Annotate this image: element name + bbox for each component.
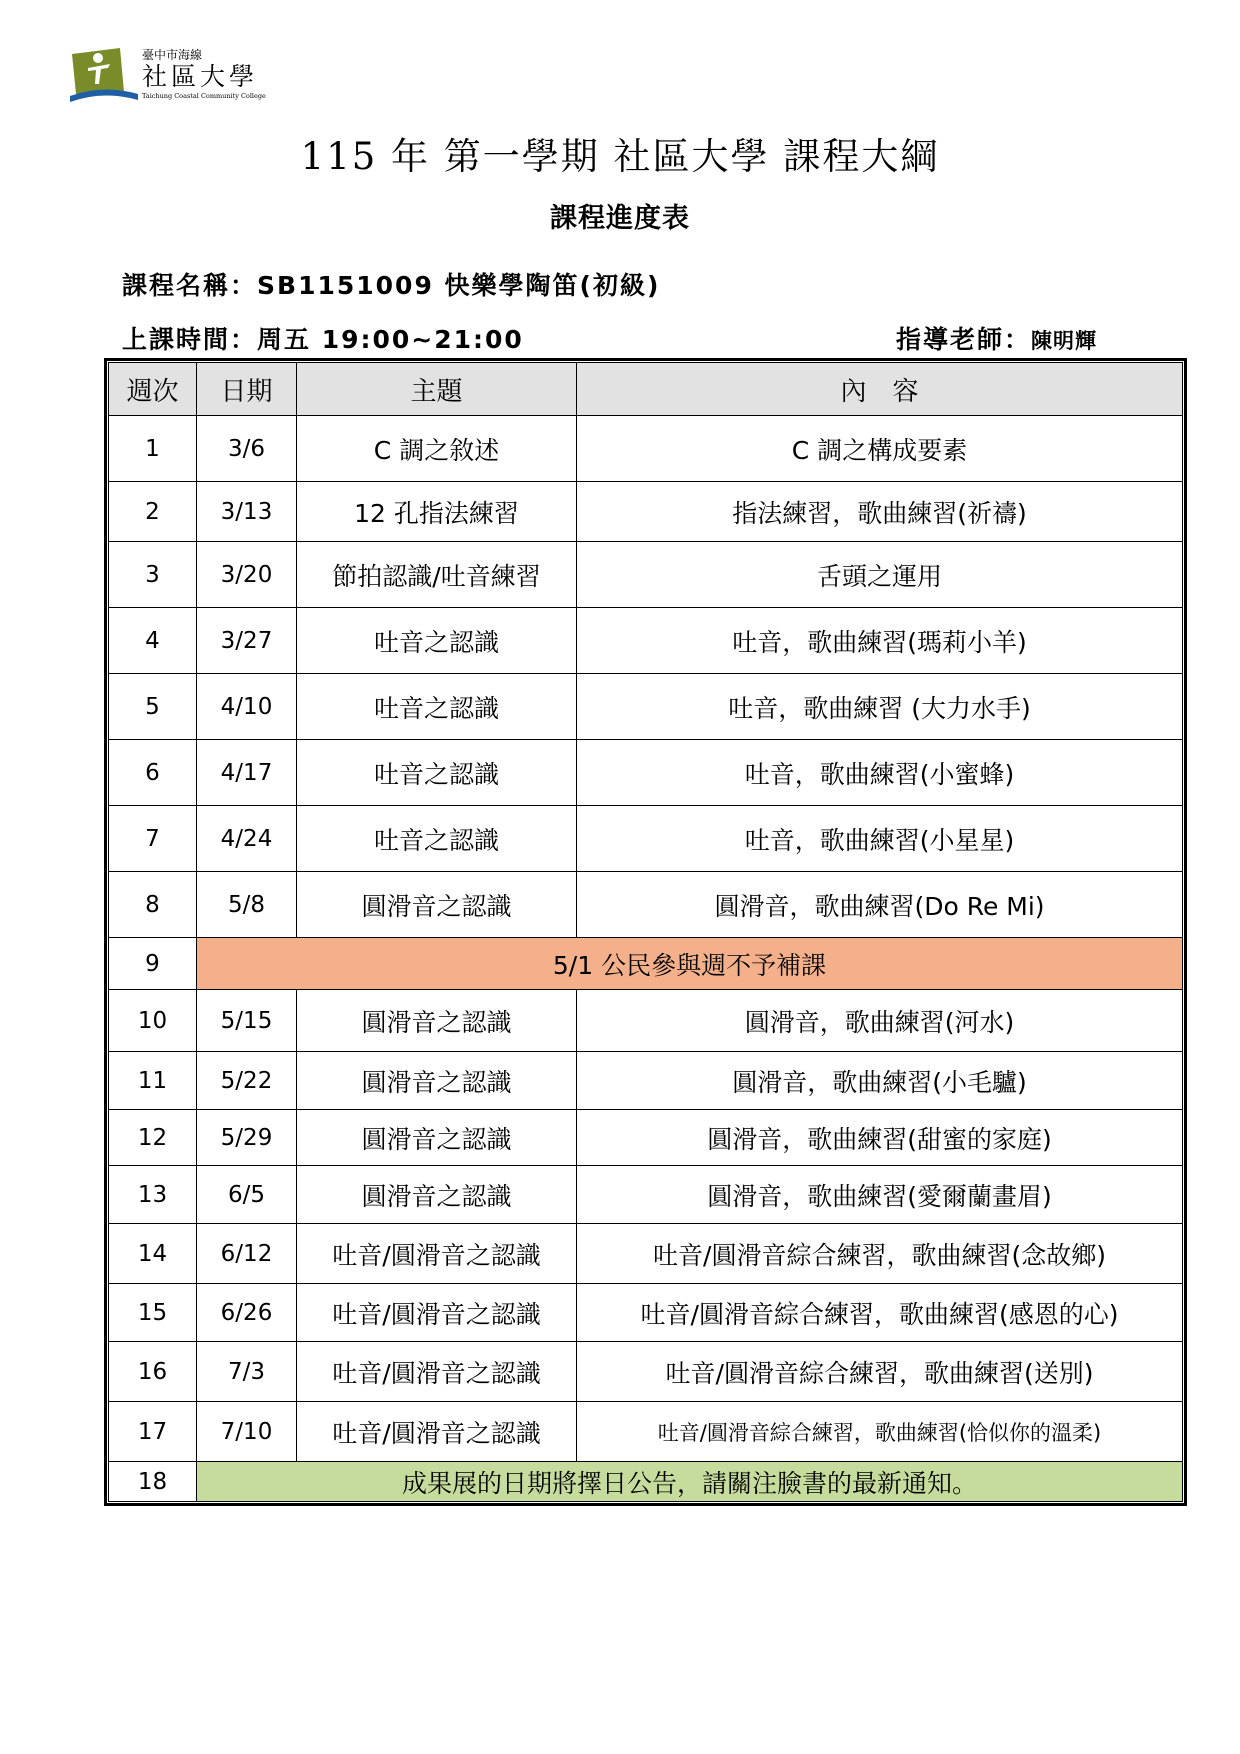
header-content: 內 容 xyxy=(577,363,1183,416)
date-cell: 6/5 xyxy=(197,1166,297,1224)
date-cell: 3/6 xyxy=(197,416,297,482)
header-week: 週次 xyxy=(109,363,197,416)
content-cell: 吐音，歌曲練習(小星星) xyxy=(577,806,1183,872)
table-row xyxy=(109,608,1183,674)
topic-cell: 吐音之認識 xyxy=(297,608,577,674)
week-cell: 4 xyxy=(109,608,197,674)
week-cell: 9 xyxy=(109,938,197,990)
content-cell: 指法練習，歌曲練習(祈禱) xyxy=(577,482,1183,542)
date-cell: 7/10 xyxy=(197,1402,297,1462)
date-cell: 3/13 xyxy=(197,482,297,542)
week-cell: 10 xyxy=(109,990,197,1052)
week-cell: 5 xyxy=(109,674,197,740)
teacher-value: 陳明輝 xyxy=(1031,329,1098,353)
week-cell: 1 xyxy=(109,416,197,482)
date-cell: 6/12 xyxy=(197,1224,297,1284)
week-cell: 3 xyxy=(109,542,197,608)
document-title: 115 年 第一學期 社區大學 課程大綱 xyxy=(300,135,940,178)
date-cell: 4/10 xyxy=(197,674,297,740)
class-time-value: 周五 19:00~21:00 xyxy=(257,325,524,354)
date-cell: 5/29 xyxy=(197,1110,297,1166)
logo-english-text: Taichung Coastal Community College xyxy=(142,92,266,100)
notice-cell: 5/1 公民參與週不予補課 xyxy=(197,938,1183,990)
content-cell: 吐音/圓滑音綜合練習，歌曲練習(恰似你的溫柔) xyxy=(577,1402,1183,1462)
week-cell: 6 xyxy=(109,740,197,806)
table-row xyxy=(109,740,1183,806)
content-cell: 吐音/圓滑音綜合練習，歌曲練習(送別) xyxy=(577,1342,1183,1402)
course-name xyxy=(122,266,660,302)
topic-cell: 圓滑音之認識 xyxy=(297,990,577,1052)
logo-main-text: 社區大學 xyxy=(142,62,259,91)
week-cell: 15 xyxy=(109,1284,197,1342)
course-name-value: SB1151009 快樂學陶笛(初級) xyxy=(257,271,661,300)
date-cell: 3/27 xyxy=(197,608,297,674)
topic-cell: 吐音/圓滑音之認識 xyxy=(297,1402,577,1462)
topic-cell: 吐音/圓滑音之認識 xyxy=(297,1224,577,1284)
table-row xyxy=(109,806,1183,872)
week-cell: 11 xyxy=(109,1052,197,1110)
date-cell: 3/20 xyxy=(197,542,297,608)
topic-cell: 吐音之認識 xyxy=(297,740,577,806)
topic-cell: 圓滑音之認識 xyxy=(297,1166,577,1224)
content-cell: 圓滑音，歌曲練習(愛爾蘭畫眉) xyxy=(577,1166,1183,1224)
week-cell: 2 xyxy=(109,482,197,542)
topic-cell: 吐音之認識 xyxy=(297,674,577,740)
class-time-label: 上課時間： xyxy=(122,325,258,354)
week-cell: 18 xyxy=(109,1462,197,1502)
table-row xyxy=(109,1342,1183,1402)
table-row xyxy=(109,1166,1183,1224)
table-row xyxy=(109,674,1183,740)
topic-cell: 12 孔指法練習 xyxy=(297,482,577,542)
date-cell: 5/22 xyxy=(197,1052,297,1110)
topic-cell: 圓滑音之認識 xyxy=(297,1110,577,1166)
teacher xyxy=(896,320,1097,356)
schedule-table xyxy=(108,362,1183,1502)
class-time xyxy=(122,320,524,356)
table-row xyxy=(109,1224,1183,1284)
topic-cell: 吐音之認識 xyxy=(297,806,577,872)
table-row xyxy=(109,938,1183,990)
content-cell: 吐音，歌曲練習(小蜜蜂) xyxy=(577,740,1183,806)
topic-cell: 吐音/圓滑音之認識 xyxy=(297,1284,577,1342)
content-cell: 吐音，歌曲練習 (大力水手) xyxy=(577,674,1183,740)
topic-cell: 節拍認識/吐音練習 xyxy=(297,542,577,608)
table-row xyxy=(109,416,1183,482)
date-cell: 6/26 xyxy=(197,1284,297,1342)
date-cell: 5/15 xyxy=(197,990,297,1052)
content-cell: 吐音/圓滑音綜合練習，歌曲練習(感恩的心) xyxy=(577,1284,1183,1342)
date-cell: 7/3 xyxy=(197,1342,297,1402)
teacher-label: 指導老師： xyxy=(896,325,1032,354)
week-cell: 17 xyxy=(109,1402,197,1462)
table-row xyxy=(109,1284,1183,1342)
topic-cell: C 調之敘述 xyxy=(297,416,577,482)
week-cell: 12 xyxy=(109,1110,197,1166)
college-logo xyxy=(68,44,268,106)
week-cell: 7 xyxy=(109,806,197,872)
date-cell: 4/24 xyxy=(197,806,297,872)
logo-top-text: 臺中市海線 xyxy=(142,48,203,62)
table-row xyxy=(109,990,1183,1052)
content-cell: C 調之構成要素 xyxy=(577,416,1183,482)
table-row xyxy=(109,482,1183,542)
college-logo-emblem-icon xyxy=(68,44,138,106)
content-cell: 圓滑音，歌曲練習(甜蜜的家庭) xyxy=(577,1110,1183,1166)
notice-cell: 成果展的日期將擇日公告，請關注臉書的最新通知。 xyxy=(197,1462,1183,1502)
week-cell: 8 xyxy=(109,872,197,938)
table-row xyxy=(109,872,1183,938)
content-cell: 圓滑音，歌曲練習(小毛驢) xyxy=(577,1052,1183,1110)
content-cell: 圓滑音，歌曲練習(Do Re Mi) xyxy=(577,872,1183,938)
content-cell: 吐音/圓滑音綜合練習，歌曲練習(念故鄉) xyxy=(577,1224,1183,1284)
table-row xyxy=(109,1462,1183,1502)
table-row xyxy=(109,542,1183,608)
table-header-row xyxy=(109,363,1183,416)
content-cell: 舌頭之運用 xyxy=(577,542,1183,608)
content-cell: 吐音，歌曲練習(瑪莉小羊) xyxy=(577,608,1183,674)
table-row xyxy=(109,1402,1183,1462)
week-cell: 16 xyxy=(109,1342,197,1402)
week-cell: 14 xyxy=(109,1224,197,1284)
date-cell: 5/8 xyxy=(197,872,297,938)
week-cell: 13 xyxy=(109,1166,197,1224)
date-cell: 4/17 xyxy=(197,740,297,806)
header-topic: 主題 xyxy=(297,363,577,416)
topic-cell: 圓滑音之認識 xyxy=(297,872,577,938)
topic-cell: 吐音/圓滑音之認識 xyxy=(297,1342,577,1402)
course-name-label: 課程名稱： xyxy=(122,271,258,300)
table-row xyxy=(109,1110,1183,1166)
header-date: 日期 xyxy=(197,363,297,416)
content-cell: 圓滑音，歌曲練習(河水) xyxy=(577,990,1183,1052)
table-row xyxy=(109,1052,1183,1110)
schedule-body xyxy=(109,416,1183,1502)
topic-cell: 圓滑音之認識 xyxy=(297,1052,577,1110)
document-subtitle: 課程進度表 xyxy=(550,203,690,234)
